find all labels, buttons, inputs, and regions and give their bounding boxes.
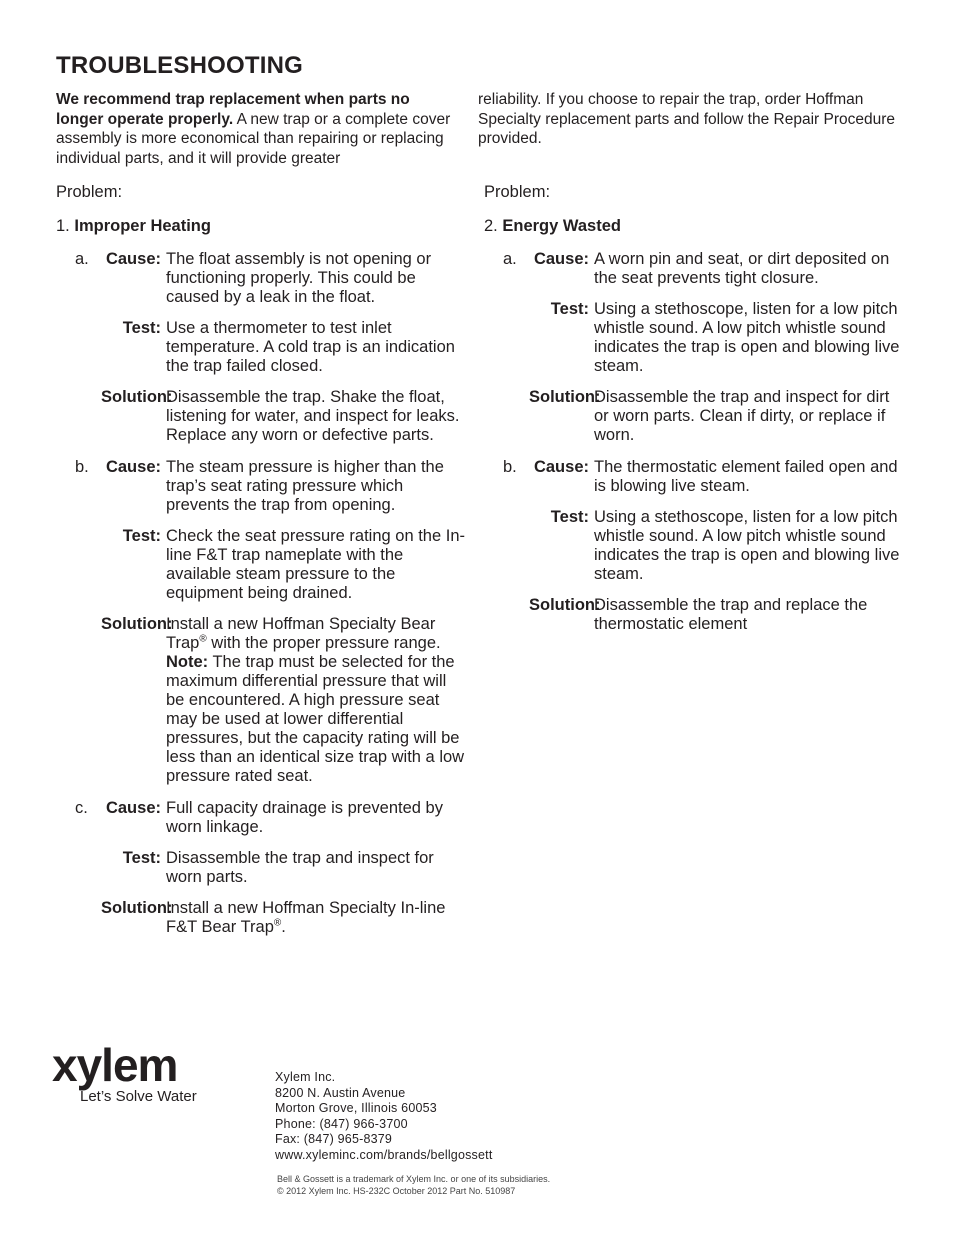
cause-label: Cause: xyxy=(533,250,589,268)
item-letter: a. xyxy=(75,250,89,268)
solution-label: Solution: xyxy=(529,596,601,614)
cause-text: The float assembly is not opening or functioning properly. This could be caused by a leak in the float. xyxy=(166,250,432,306)
solution-text: Install a new Hoffman Specialty In-line F&T Bear Trap®. xyxy=(166,899,446,936)
xylem-logo xyxy=(52,1039,197,1105)
intro-left-text: A new trap or a complete cover assembly is more economical than repairing or replacing individual parts, and it will provide greater xyxy=(56,110,451,167)
test-label: Test: xyxy=(122,319,161,337)
cause-label: Cause: xyxy=(105,799,161,817)
solution-text: Disassemble the trap. Shake the float, listening for water, and inspect for leaks. Replace any worn or defective parts. xyxy=(166,388,460,444)
test-label: Test: xyxy=(122,849,161,867)
problem-title: Improper Heating xyxy=(74,217,211,235)
page-title: TROUBLESHOOTING xyxy=(56,52,303,79)
test-text: Using a stethoscope, listen for a low pitch whistle sound. A low pitch whistle sound indicates the trap is open and blowing live steam. xyxy=(594,300,900,375)
address-line: Morton Grove, Illinois 60053 xyxy=(275,1101,437,1116)
note-label: Note: xyxy=(166,653,209,671)
legal-notice xyxy=(277,1173,550,1197)
test-text: Check the seat pressure rating on the In-line F&T trap nameplate with the available steam pressure to the equipment being drained. xyxy=(166,527,465,602)
troubleshoot-item xyxy=(484,458,904,634)
item-letter: a. xyxy=(503,250,517,268)
test-text: Disassemble the trap and inspect for worn parts. xyxy=(166,849,434,886)
test-text: Using a stethoscope, listen for a low pitch whistle sound. A low pitch whistle sound indicates the trap is open and blowing live steam. xyxy=(594,508,900,583)
legal-line: © 2012 Xylem Inc. HS-232C October 2012 Part No. 510987 xyxy=(277,1186,516,1196)
logo-tagline: Let’s Solve Water xyxy=(80,1088,197,1105)
problem-label: Problem: xyxy=(484,183,551,201)
registered-mark: ® xyxy=(273,917,282,929)
address-line: 8200 N. Austin Avenue xyxy=(275,1085,406,1100)
address-line: Fax: (847) 965-8379 xyxy=(275,1132,393,1147)
solution-label: Solution: xyxy=(101,615,173,633)
problem-column-left xyxy=(56,183,466,950)
cause-text: Full capacity drainage is prevented by worn linkage. xyxy=(166,799,443,836)
item-letter: b. xyxy=(75,458,89,476)
item-letter: c. xyxy=(75,799,88,817)
website-link[interactable]: www.xyleminc.com/brands/bellgossett xyxy=(275,1147,493,1162)
company-address xyxy=(275,1070,493,1164)
logo-wordmark: xylem xyxy=(52,1039,178,1091)
intro-bold: We recommend trap replacement when parts no longer operate properly. xyxy=(56,91,410,128)
problem-column-right xyxy=(484,183,904,647)
cause-label: Cause: xyxy=(105,250,161,268)
solution-label: Solution: xyxy=(101,899,173,917)
cause-text: The steam pressure is higher than the trap’s seat rating pressure which prevents the trap from opening. xyxy=(166,458,444,514)
registered-mark: ® xyxy=(199,633,207,645)
troubleshoot-item xyxy=(56,458,466,786)
test-label: Test: xyxy=(550,300,589,318)
test-label: Test: xyxy=(122,527,161,545)
test-label: Test: xyxy=(550,508,589,526)
problem-heading: 1. Improper Heating xyxy=(56,217,211,235)
solution-label: Solution: xyxy=(101,388,173,406)
legal-line: Bell & Gossett is a trademark of Xylem Inc. or one of its subsidiaries. xyxy=(277,1174,551,1184)
address-line: Phone: (847) 966-3700 xyxy=(275,1116,408,1131)
solution-label: Solution: xyxy=(529,388,601,406)
cause-text: A worn pin and seat, or dirt deposited on the seat prevents tight closure. xyxy=(594,250,890,287)
problem-heading: 2. Energy Wasted xyxy=(484,217,621,235)
cause-text: The thermostatic element failed open and is blowing live steam. xyxy=(594,458,898,495)
intro-left xyxy=(56,90,456,168)
item-letter: b. xyxy=(503,458,517,476)
solution-text: Disassemble the trap and replace the thermostatic element xyxy=(594,596,868,633)
cause-label: Cause: xyxy=(105,458,161,476)
address-line: Xylem Inc. xyxy=(275,1070,336,1084)
problem-title: Energy Wasted xyxy=(502,217,621,235)
troubleshoot-item xyxy=(56,799,466,937)
troubleshoot-item xyxy=(484,250,904,445)
intro-right: reliability. If you choose to repair the trap, order Hoffman Specialty replacement parts and follow the Repair Procedure provided. xyxy=(478,91,896,147)
troubleshoot-item xyxy=(56,250,466,445)
note-text: The trap must be selected for the maximum differential pressure that will be encountered. A high pressure seat may be used at lower differential pressures, but the capacity rating will be less than an identical size trap with a low pressure rated seat. xyxy=(166,653,465,785)
cause-label: Cause: xyxy=(533,458,589,476)
solution-text: Disassemble the trap and inspect for dirt or worn parts. Clean if dirty, or replace if worn. xyxy=(594,388,890,444)
problem-label: Problem: xyxy=(56,183,123,201)
test-text: Use a thermometer to test inlet temperature. A cold trap is an indication the trap failed closed. xyxy=(166,319,455,375)
solution-text: Install a new Hoffman Specialty Bear Trap® with the proper pressure range. Note: The trap must be selected for the maximum differential pressure that will be encountered. A high pressure seat may be used at lower differential pressures, but the capacity rating will be less than an identical size trap with a low pressure rated seat. xyxy=(166,615,465,785)
